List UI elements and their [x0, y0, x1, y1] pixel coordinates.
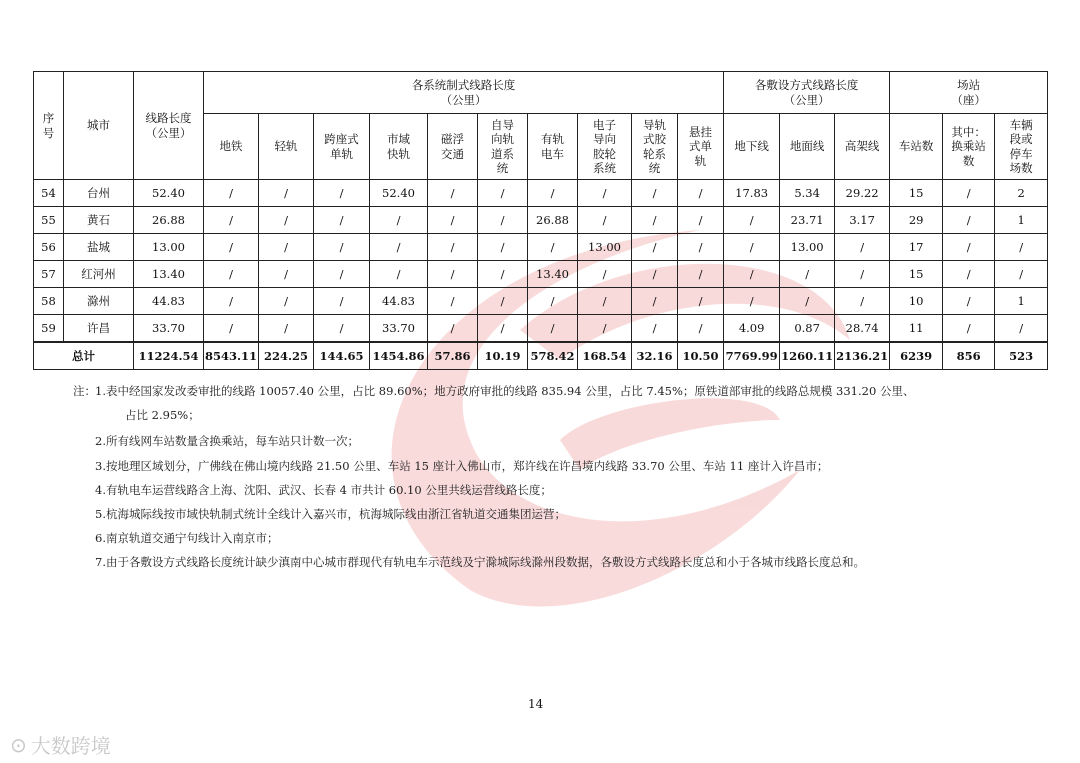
header-system-maglev: 磁浮交通: [428, 114, 478, 180]
row-system-cell: /: [428, 315, 478, 342]
row-system-cell: /: [428, 180, 478, 207]
row-system-cell: 33.70: [370, 315, 428, 342]
row-system-cell: 13.00: [578, 234, 632, 261]
row-system-cell: /: [259, 288, 314, 315]
row-length-cell: 13.00: [134, 234, 204, 261]
row-city-cell: 黄石: [64, 207, 134, 234]
total-system-cell: 224.25: [259, 342, 314, 370]
row-method-cell: /: [835, 234, 890, 261]
row-system-cell: /: [370, 207, 428, 234]
row-system-cell: /: [478, 288, 528, 315]
row-station-cell: /: [995, 234, 1048, 261]
row-system-cell: /: [528, 288, 578, 315]
brand-label: 大数跨境: [30, 734, 111, 758]
row-system-cell: /: [314, 180, 370, 207]
row-station-cell: 2: [995, 180, 1048, 207]
note-line: 5.杭海城际线按市域快轨制式统计全线计入嘉兴市，杭海城际线由浙江省轨道交通集团运营；: [95, 507, 566, 521]
row-method-cell: /: [724, 207, 780, 234]
row-system-cell: /: [259, 261, 314, 288]
header-system-suburban-rail: 市域快轨: [370, 114, 428, 180]
row-system-cell: /: [528, 315, 578, 342]
row-system-cell: /: [578, 180, 632, 207]
row-system-cell: 13.40: [528, 261, 578, 288]
row-system-cell: /: [478, 180, 528, 207]
total-system-cell: 57.86: [428, 342, 478, 370]
row-system-cell: /: [678, 315, 724, 342]
row-system-cell: /: [632, 234, 678, 261]
row-method-cell: 5.34: [780, 180, 835, 207]
row-system-cell: /: [204, 180, 259, 207]
header-station-group: 场站 （座）: [890, 72, 1048, 114]
header-method-elevated: 高架线: [835, 114, 890, 180]
total-system-cell: 8543.11: [204, 342, 259, 370]
row-station-cell: 1: [995, 288, 1048, 315]
total-method-cell: 7769.99: [724, 342, 780, 370]
row-system-cell: 52.40: [370, 180, 428, 207]
header-city: 城市: [64, 72, 134, 180]
row-city-cell: 台州: [64, 180, 134, 207]
row-method-cell: /: [780, 288, 835, 315]
row-system-cell: /: [259, 315, 314, 342]
total-method-cell: 1260.11: [780, 342, 835, 370]
statistics-table: [33, 71, 1048, 370]
total-station-cell: 6239: [890, 342, 943, 370]
header-station-count: 车站数: [890, 114, 943, 180]
row-system-cell: /: [370, 234, 428, 261]
row-station-cell: /: [943, 207, 995, 234]
row-method-cell: /: [780, 261, 835, 288]
table-row: [34, 234, 1048, 261]
header-system-guided-rubber: 导轨式胶轮系统: [632, 114, 678, 180]
row-method-cell: /: [724, 234, 780, 261]
row-method-cell: 17.83: [724, 180, 780, 207]
row-method-cell: 28.74: [835, 315, 890, 342]
row-station-cell: /: [943, 234, 995, 261]
row-system-cell: /: [314, 234, 370, 261]
row-method-cell: 29.22: [835, 180, 890, 207]
note-line: 4.有轨电车运营线路含上海、沈阳、武汉、长春 4 市共计 60.10 公里共线运营线路长度；: [95, 483, 552, 497]
row-system-cell: /: [632, 180, 678, 207]
row-system-cell: /: [259, 180, 314, 207]
row-system-cell: 44.83: [370, 288, 428, 315]
row-city-cell: 许昌: [64, 315, 134, 342]
total-system-cell: 144.65: [314, 342, 370, 370]
row-station-cell: 17: [890, 234, 943, 261]
row-station-cell: 11: [890, 315, 943, 342]
row-station-cell: /: [943, 261, 995, 288]
row-city-cell: 滁州: [64, 288, 134, 315]
row-system-cell: /: [478, 234, 528, 261]
table-row: [34, 180, 1048, 207]
row-system-cell: /: [204, 207, 259, 234]
note-line: 2.所有线网车站数量含换乘站，每车站只计数一次；: [95, 434, 359, 448]
header-system-monorail: 跨座式单轨: [314, 114, 370, 180]
row-system-cell: /: [632, 261, 678, 288]
row-length-cell: 26.88: [134, 207, 204, 234]
header-system-metro: 地铁: [204, 114, 259, 180]
row-method-cell: /: [724, 288, 780, 315]
row-system-cell: /: [428, 234, 478, 261]
header-system-light-rail: 轻轨: [259, 114, 314, 180]
row-system-cell: /: [632, 315, 678, 342]
row-system-cell: /: [204, 234, 259, 261]
row-system-cell: /: [678, 234, 724, 261]
total-method-cell: 2136.21: [835, 342, 890, 370]
header-depot-count: 车辆段或停车场数: [995, 114, 1048, 180]
table-row: [34, 261, 1048, 288]
row-station-cell: 29: [890, 207, 943, 234]
row-station-cell: 1: [995, 207, 1048, 234]
row-system-cell: /: [678, 288, 724, 315]
page-number: 14: [528, 697, 544, 711]
header-line-length: 线路长度（公里）: [134, 72, 204, 180]
note-line: 注：1.表中经国家发改委审批的线路 10057.40 公里，占比 89.60%；地方政府审批的线路 835.94 公里，占比 7.45%；原铁道部审批的线路总规模 331.20 公里、: [73, 384, 915, 398]
row-system-cell: /: [678, 207, 724, 234]
row-system-cell: /: [478, 207, 528, 234]
row-system-cell: 26.88: [528, 207, 578, 234]
table-row: [34, 288, 1048, 315]
row-seq-cell: 54: [34, 180, 64, 207]
row-system-cell: /: [204, 288, 259, 315]
row-system-cell: /: [314, 315, 370, 342]
row-system-cell: /: [678, 180, 724, 207]
row-seq-cell: 58: [34, 288, 64, 315]
brand-logo-icon: ⊙: [10, 732, 27, 757]
total-system-cell: 32.16: [632, 342, 678, 370]
row-system-cell: /: [259, 207, 314, 234]
row-station-cell: /: [943, 288, 995, 315]
total-row: [34, 342, 1048, 370]
row-length-cell: 44.83: [134, 288, 204, 315]
row-method-cell: 0.87: [780, 315, 835, 342]
row-seq-cell: 57: [34, 261, 64, 288]
row-system-cell: /: [578, 261, 632, 288]
row-station-cell: /: [995, 261, 1048, 288]
row-length-cell: 33.70: [134, 315, 204, 342]
row-system-cell: /: [528, 234, 578, 261]
row-system-cell: /: [678, 261, 724, 288]
note-line: 占比 2.95%；: [125, 408, 200, 422]
row-length-cell: 13.40: [134, 261, 204, 288]
row-system-cell: /: [428, 207, 478, 234]
row-station-cell: /: [943, 315, 995, 342]
row-system-cell: /: [314, 207, 370, 234]
row-system-cell: /: [578, 207, 632, 234]
total-station-cell: 523: [995, 342, 1048, 370]
row-city-cell: 红河州: [64, 261, 134, 288]
total-system-cell: 10.19: [478, 342, 528, 370]
total-length-cell: 11224.54: [134, 342, 204, 370]
row-system-cell: /: [528, 180, 578, 207]
row-method-cell: 13.00: [780, 234, 835, 261]
total-system-cell: 1454.86: [370, 342, 428, 370]
header-transfer-count: 其中：换乘站数: [943, 114, 995, 180]
total-system-cell: 168.54: [578, 342, 632, 370]
header-system-apm: 自导向轨道系统: [478, 114, 528, 180]
row-method-cell: /: [724, 261, 780, 288]
row-method-cell: 23.71: [780, 207, 835, 234]
row-system-cell: /: [204, 315, 259, 342]
row-station-cell: /: [943, 180, 995, 207]
note-line: 7.由于各敷设方式线路长度统计缺少滇南中心城市群现代有轨电车示范线及宁滁城际线滁州段数据，各敷设方式线路长度总和小于各城市线路长度总和。: [95, 555, 865, 569]
total-system-cell: 578.42: [528, 342, 578, 370]
row-station-cell: 15: [890, 180, 943, 207]
header-system-group: 各系统制式线路长度 （公里）: [204, 72, 724, 114]
table-row: [34, 207, 1048, 234]
row-city-cell: 盐城: [64, 234, 134, 261]
row-system-cell: /: [428, 288, 478, 315]
row-system-cell: /: [578, 288, 632, 315]
row-method-cell: /: [835, 261, 890, 288]
row-station-cell: 10: [890, 288, 943, 315]
row-seq-cell: 55: [34, 207, 64, 234]
row-length-cell: 52.40: [134, 180, 204, 207]
row-system-cell: /: [428, 261, 478, 288]
row-system-cell: /: [370, 261, 428, 288]
row-system-cell: /: [578, 315, 632, 342]
note-line: 3.按地理区域划分，广佛线在佛山境内线路 21.50 公里、车站 15 座计入佛山市，郑许线在许昌境内线路 33.70 公里、车站 11 座计入许昌市；: [95, 459, 829, 473]
row-method-cell: 3.17: [835, 207, 890, 234]
header-system-tram: 有轨电车: [528, 114, 578, 180]
header-seq: 序号: [34, 72, 64, 180]
brand-watermark: [10, 730, 111, 759]
row-station-cell: 15: [890, 261, 943, 288]
note-line: 6.南京轨道交通宁句线计入南京市；: [95, 531, 279, 545]
header-method-ground: 地面线: [780, 114, 835, 180]
row-system-cell: /: [478, 261, 528, 288]
row-system-cell: /: [478, 315, 528, 342]
table-row: [34, 315, 1048, 342]
total-station-cell: 856: [943, 342, 995, 370]
row-seq-cell: 56: [34, 234, 64, 261]
row-method-cell: /: [835, 288, 890, 315]
row-system-cell: /: [632, 207, 678, 234]
header-method-group: 各敷设方式线路长度 （公里）: [724, 72, 890, 114]
row-method-cell: 4.09: [724, 315, 780, 342]
row-system-cell: /: [632, 288, 678, 315]
row-system-cell: /: [259, 234, 314, 261]
header-system-art: 电子导向胶轮系统: [578, 114, 632, 180]
total-label-cell: 总计: [34, 342, 134, 370]
row-system-cell: /: [314, 288, 370, 315]
row-system-cell: /: [204, 261, 259, 288]
header-system-suspended: 悬挂式单轨: [678, 114, 724, 180]
header-method-underground: 地下线: [724, 114, 780, 180]
table-body: [34, 180, 1048, 370]
row-seq-cell: 59: [34, 315, 64, 342]
row-system-cell: /: [314, 261, 370, 288]
row-station-cell: /: [995, 315, 1048, 342]
total-system-cell: 10.50: [678, 342, 724, 370]
